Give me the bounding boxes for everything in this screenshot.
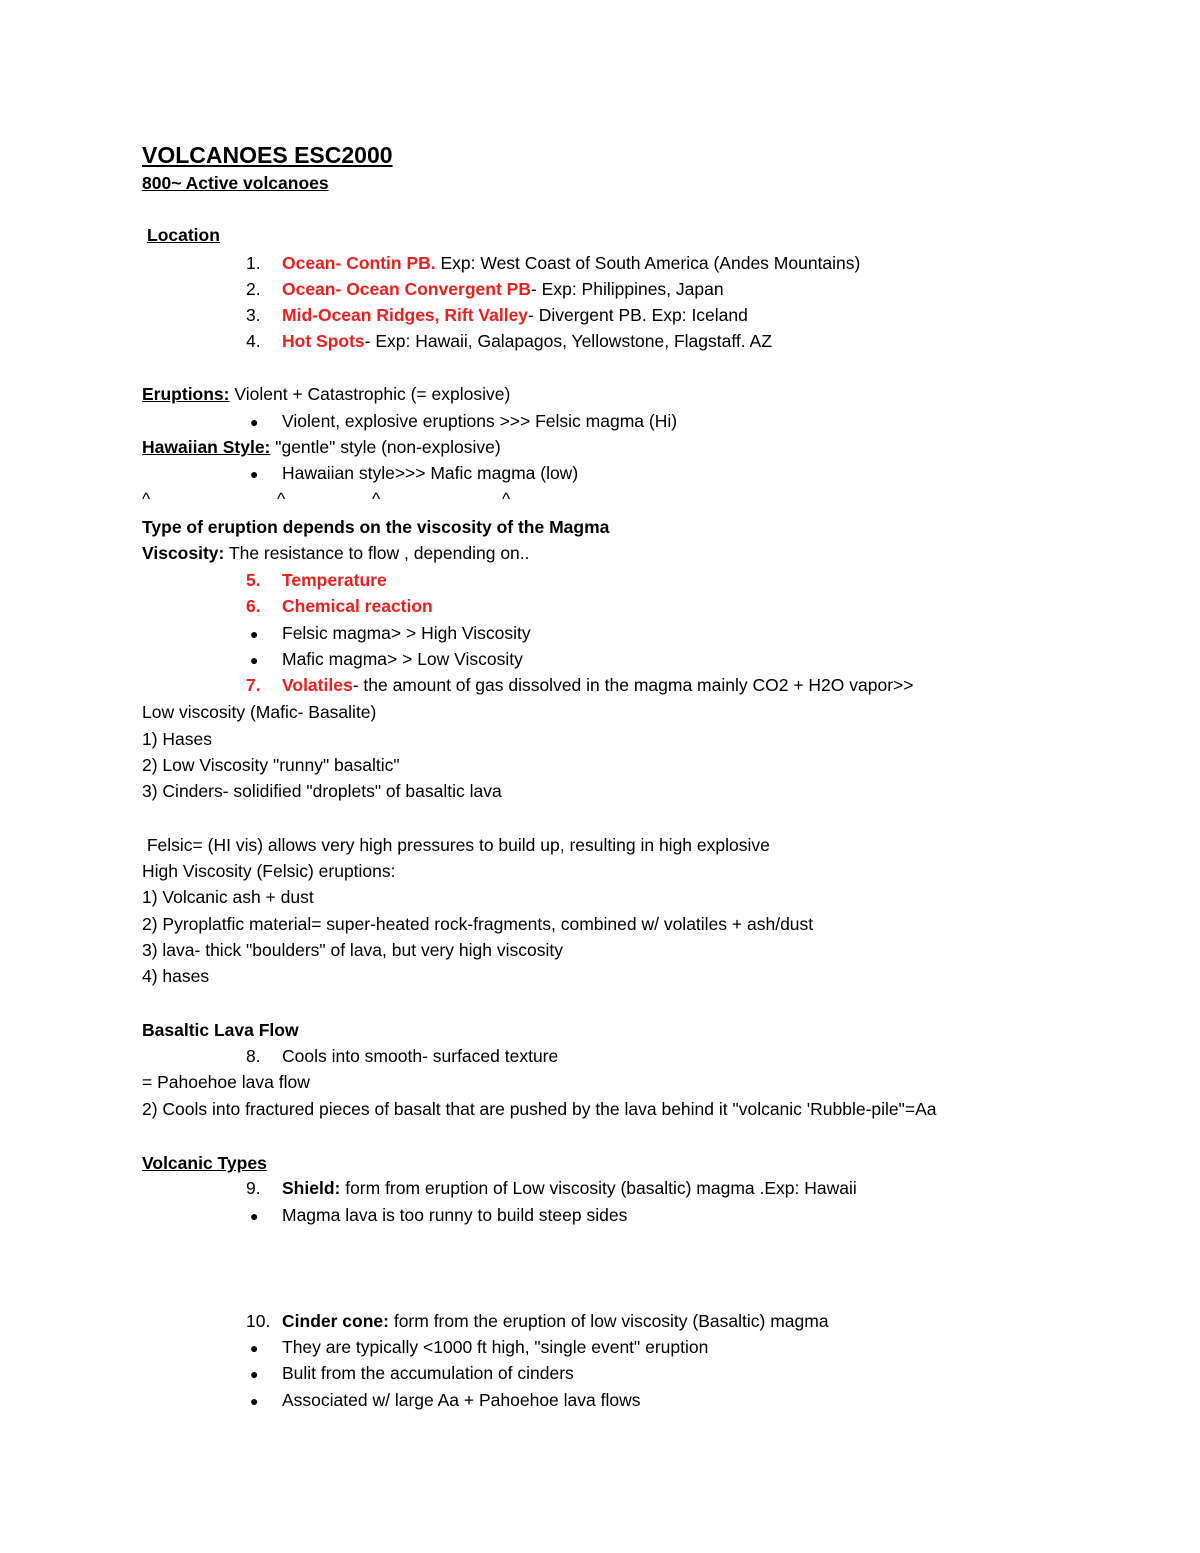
location-item-1	[246, 252, 860, 274]
hawaiian-bullet	[250, 462, 578, 485]
volcanic-types-heading: Volcanic Types	[142, 1153, 267, 1173]
location-item-3	[246, 304, 748, 326]
aa-line: 2) Cools into fractured pieces of basalt that are pushed by the lava behind it "volcanic 'Rubble-pile"=Aa	[142, 1099, 937, 1119]
item-text: Cools into smooth- surfaced texture	[282, 1046, 559, 1066]
low-viscosity-heading: Low viscosity (Mafic- Basalite)	[142, 702, 377, 722]
high-viscosity-item: 4) hases	[142, 966, 210, 986]
location-example: - Exp: Philippines, Japan	[530, 279, 724, 299]
location-example: - Exp: Hawaii, Galapagos, Yellowstone, Flagstaff. AZ	[364, 331, 772, 351]
type-description: form from the eruption of low viscosity (Basaltic) magma	[388, 1311, 829, 1331]
hawaiian-text: "gentle" style (non-explosive)	[270, 437, 501, 457]
list-number: 2.	[246, 279, 261, 299]
list-number: 1.	[246, 253, 261, 273]
caret-2: ^	[277, 489, 286, 509]
eruption-type-line: Type of eruption depends on the viscosity of the Magma	[142, 517, 610, 537]
eruptions-line	[142, 383, 510, 405]
bullet-text: Mafic magma> > Low Viscosity	[282, 649, 523, 669]
caret-3: ^	[372, 489, 381, 509]
volcanic-type-shield	[246, 1177, 857, 1199]
hawaiian-line	[142, 436, 501, 458]
high-viscosity-heading: High Viscosity (Felsic) eruptions:	[142, 861, 396, 881]
bullet-icon: ●	[250, 1340, 259, 1356]
hawaiian-label: Hawaiian Style:	[142, 437, 271, 457]
viscosity-item-5	[246, 569, 387, 591]
cinder-bullet	[250, 1362, 574, 1385]
eruptions-label: Eruptions:	[142, 384, 230, 404]
cinder-bullet	[250, 1336, 708, 1359]
felsic-line: Felsic= (HI vis) allows very high pressures to build up, resulting in high explosive	[142, 835, 770, 855]
viscosity-definition	[142, 542, 530, 564]
caret-4: ^	[502, 489, 511, 509]
factor-text: Volatiles	[282, 675, 353, 695]
low-viscosity-item: 2) Low Viscosity "runny" basaltic"	[142, 755, 400, 775]
list-number: 7.	[246, 675, 261, 695]
type-description: form from eruption of Low viscosity (basaltic) magma .Exp: Hawaii	[340, 1178, 857, 1198]
location-heading: Location	[147, 225, 220, 245]
high-viscosity-item: 2) Pyroplatfic material= super-heated rock-fragments, combined w/ volatiles + ash/dust	[142, 914, 814, 934]
bullet-text: Magma lava is too runny to build steep sides	[282, 1205, 628, 1225]
bullet-icon: ●	[250, 1366, 259, 1382]
bullet-text: They are typically <1000 ft high, "single event" eruption	[282, 1337, 709, 1357]
low-viscosity-item: 3) Cinders- solidified "droplets" of basaltic lava	[142, 781, 502, 801]
location-type: Mid-Ocean Ridges, Rift Valley	[282, 305, 529, 325]
viscosity-text: The resistance to flow , depending on..	[224, 543, 530, 563]
location-type: Ocean- Ocean Convergent PB	[282, 279, 531, 299]
shield-bullet	[250, 1204, 627, 1227]
location-type: Hot Spots	[282, 331, 365, 351]
bullet-icon: ●	[250, 414, 259, 430]
bullet-icon: ●	[250, 466, 259, 482]
bullet-icon: ●	[250, 1208, 259, 1224]
bullet-text: Hawaiian style>>> Mafic magma (low)	[282, 463, 579, 483]
high-viscosity-item: 1) Volcanic ash + dust	[142, 887, 314, 907]
bullet-icon: ●	[250, 1393, 259, 1409]
list-number: 5.	[246, 570, 261, 590]
factor-description: - the amount of gas dissolved in the magma mainly CO2 + H2O vapor>>	[352, 675, 914, 695]
caret-1: ^	[142, 489, 151, 509]
type-name: Cinder cone:	[282, 1311, 389, 1331]
bullet-text: Associated w/ large Aa + Pahoehoe lava flows	[282, 1390, 641, 1410]
low-viscosity-item: 1) Hases	[142, 729, 213, 749]
type-name: Shield:	[282, 1178, 341, 1198]
subtitle: 800~ Active volcanoes	[142, 173, 329, 193]
pahoehoe-line: = Pahoehoe lava flow	[142, 1072, 310, 1092]
bullet-text: Felsic magma> > High Viscosity	[282, 623, 531, 643]
location-item-4	[246, 330, 772, 352]
viscosity-label: Viscosity:	[142, 543, 225, 563]
page-title: VOLCANOES ESC2000	[142, 142, 393, 168]
high-viscosity-item: 3) lava- thick "boulders" of lava, but very high viscosity	[142, 940, 563, 960]
cinder-bullet	[250, 1389, 641, 1412]
bullet-text: Violent, explosive eruptions >>> Felsic magma (Hi)	[282, 411, 678, 431]
location-type: Ocean- Contin PB.	[282, 253, 436, 273]
factor-text: Temperature	[282, 570, 387, 590]
list-number: 9.	[246, 1178, 261, 1198]
bullet-text: Bulit from the accumulation of cinders	[282, 1363, 574, 1383]
viscosity-item-6	[246, 595, 433, 617]
viscosity-item-7	[246, 674, 913, 696]
bullet-icon: ●	[250, 652, 259, 668]
felsic-viscosity-bullet	[250, 622, 531, 645]
list-number: 6.	[246, 596, 261, 616]
basaltic-item-8	[246, 1045, 558, 1067]
mafic-viscosity-bullet	[250, 648, 523, 671]
eruptions-bullet	[250, 410, 677, 433]
bullet-icon: ●	[250, 626, 259, 642]
factor-text: Chemical reaction	[282, 596, 433, 616]
list-number: 3.	[246, 305, 261, 325]
location-example: - Divergent PB. Exp: Iceland	[528, 305, 748, 325]
eruptions-text: Violent + Catastrophic (= explosive)	[229, 384, 511, 404]
volcanic-type-cinder-cone	[246, 1310, 829, 1332]
list-number: 8.	[246, 1046, 261, 1066]
location-example: Exp: West Coast of South America (Andes Mountains)	[435, 253, 861, 273]
list-number: 10.	[246, 1311, 271, 1331]
basaltic-heading: Basaltic Lava Flow	[142, 1020, 299, 1040]
location-item-2	[246, 278, 724, 300]
list-number: 4.	[246, 331, 261, 351]
